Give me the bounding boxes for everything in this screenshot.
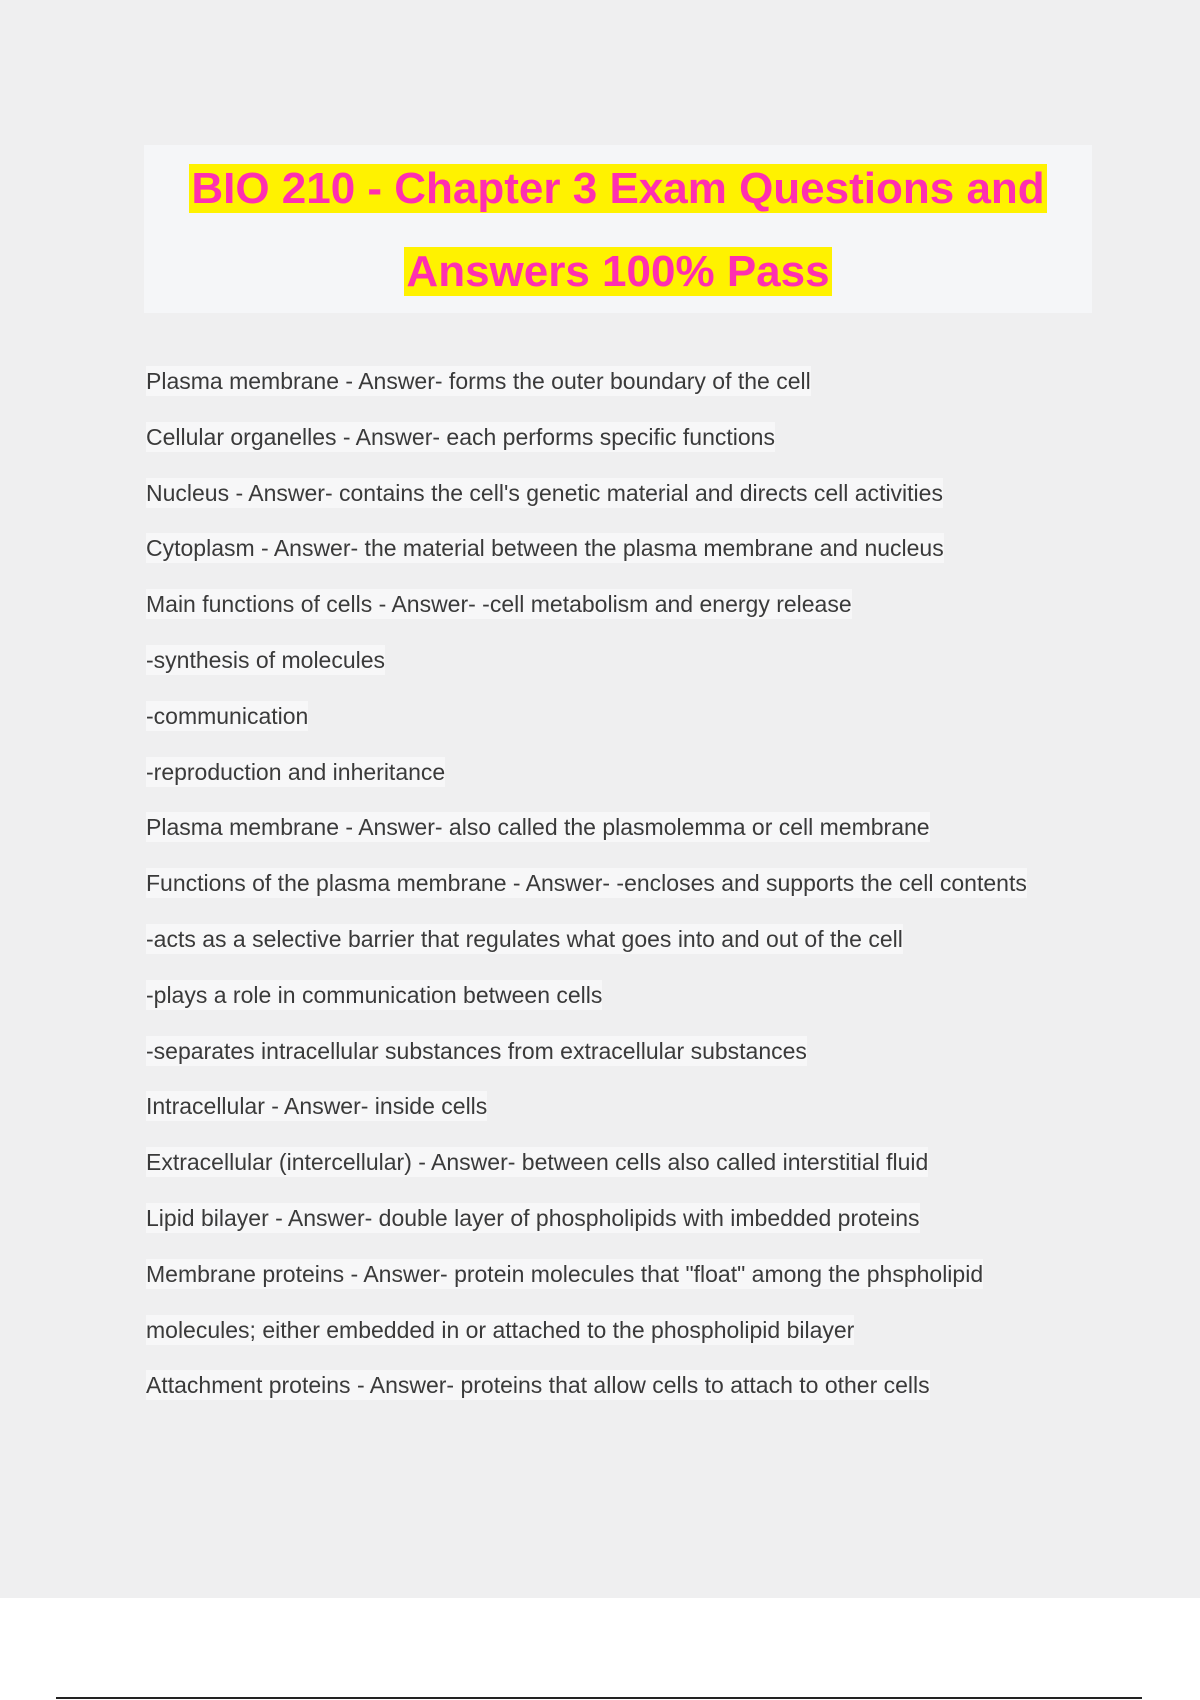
text-line-content: Main functions of cells - Answer- -cell metabolism and energy release (146, 591, 852, 618)
title-box (144, 145, 1092, 313)
text-line-content: Intracellular - Answer- inside cells (146, 1093, 488, 1120)
footer-divider (56, 1697, 1142, 1699)
text-line-content: -plays a role in communication between cells (146, 981, 603, 1008)
text-line-content: Plasma membrane - Answer- forms the outer boundary of the cell (146, 368, 811, 394)
text-line (146, 466, 1106, 522)
text-line (146, 1191, 1106, 1247)
title-line-1: BIO 210 - Chapter 3 Exam Questions and (191, 164, 1045, 213)
document-body (146, 354, 1106, 1414)
text-line-content: Functions of the plasma membrane - Answer- -encloses and supports the cell contents (146, 870, 1027, 897)
text-line-content: Attachment proteins - Answer- proteins that allow cells to attach to other cells (146, 1372, 930, 1399)
text-line (146, 912, 1106, 968)
text-line-content: Nucleus - Answer- contains the cell's genetic material and directs cell activities (146, 479, 943, 506)
text-line (146, 1024, 1106, 1080)
text-line-content: Cytoplasm - Answer- the material between the plasma membrane and nucleus (146, 535, 944, 562)
text-line (146, 689, 1106, 745)
text-line (146, 1135, 1106, 1191)
text-line-content: Lipid bilayer - Answer- double layer of phospholipids with imbedded proteins (146, 1204, 920, 1231)
text-line (146, 856, 1106, 912)
text-line-content: molecules; either embedded in or attached to the phospholipid bilayer (146, 1316, 855, 1343)
text-line (146, 521, 1106, 577)
text-line (146, 1358, 1106, 1414)
text-line (146, 633, 1106, 689)
text-line-content: Extracellular (intercellular) - Answer- between cells also called interstitial fluid (146, 1149, 929, 1176)
text-line-content: -communication (146, 702, 309, 729)
text-line (146, 354, 1106, 410)
text-line-content: -reproduction and inheritance (146, 758, 446, 785)
text-line-content: Cellular organelles - Answer- each performs specific functions (146, 423, 775, 450)
title-line-2: Answers 100% Pass (406, 247, 830, 296)
text-line-content: -synthesis of molecules (146, 646, 386, 673)
text-line (146, 1303, 1106, 1359)
text-line (146, 968, 1106, 1024)
text-line-content: -separates intracellular substances from extracellular substances (146, 1037, 807, 1064)
document-title (144, 145, 1092, 313)
text-line-content: -acts as a selective barrier that regulates what goes into and out of the cell (146, 925, 903, 952)
text-line-content: Plasma membrane - Answer- also called the plasmolemma or cell membrane (146, 814, 930, 841)
text-line-content: Membrane proteins - Answer- protein molecules that "float" among the phspholipid (146, 1260, 984, 1287)
text-line (146, 1247, 1106, 1303)
text-line (146, 577, 1106, 633)
page-footer (0, 1598, 1200, 1700)
text-line (146, 1079, 1106, 1135)
text-line (146, 745, 1106, 801)
text-line (146, 800, 1106, 856)
text-line (146, 410, 1106, 466)
